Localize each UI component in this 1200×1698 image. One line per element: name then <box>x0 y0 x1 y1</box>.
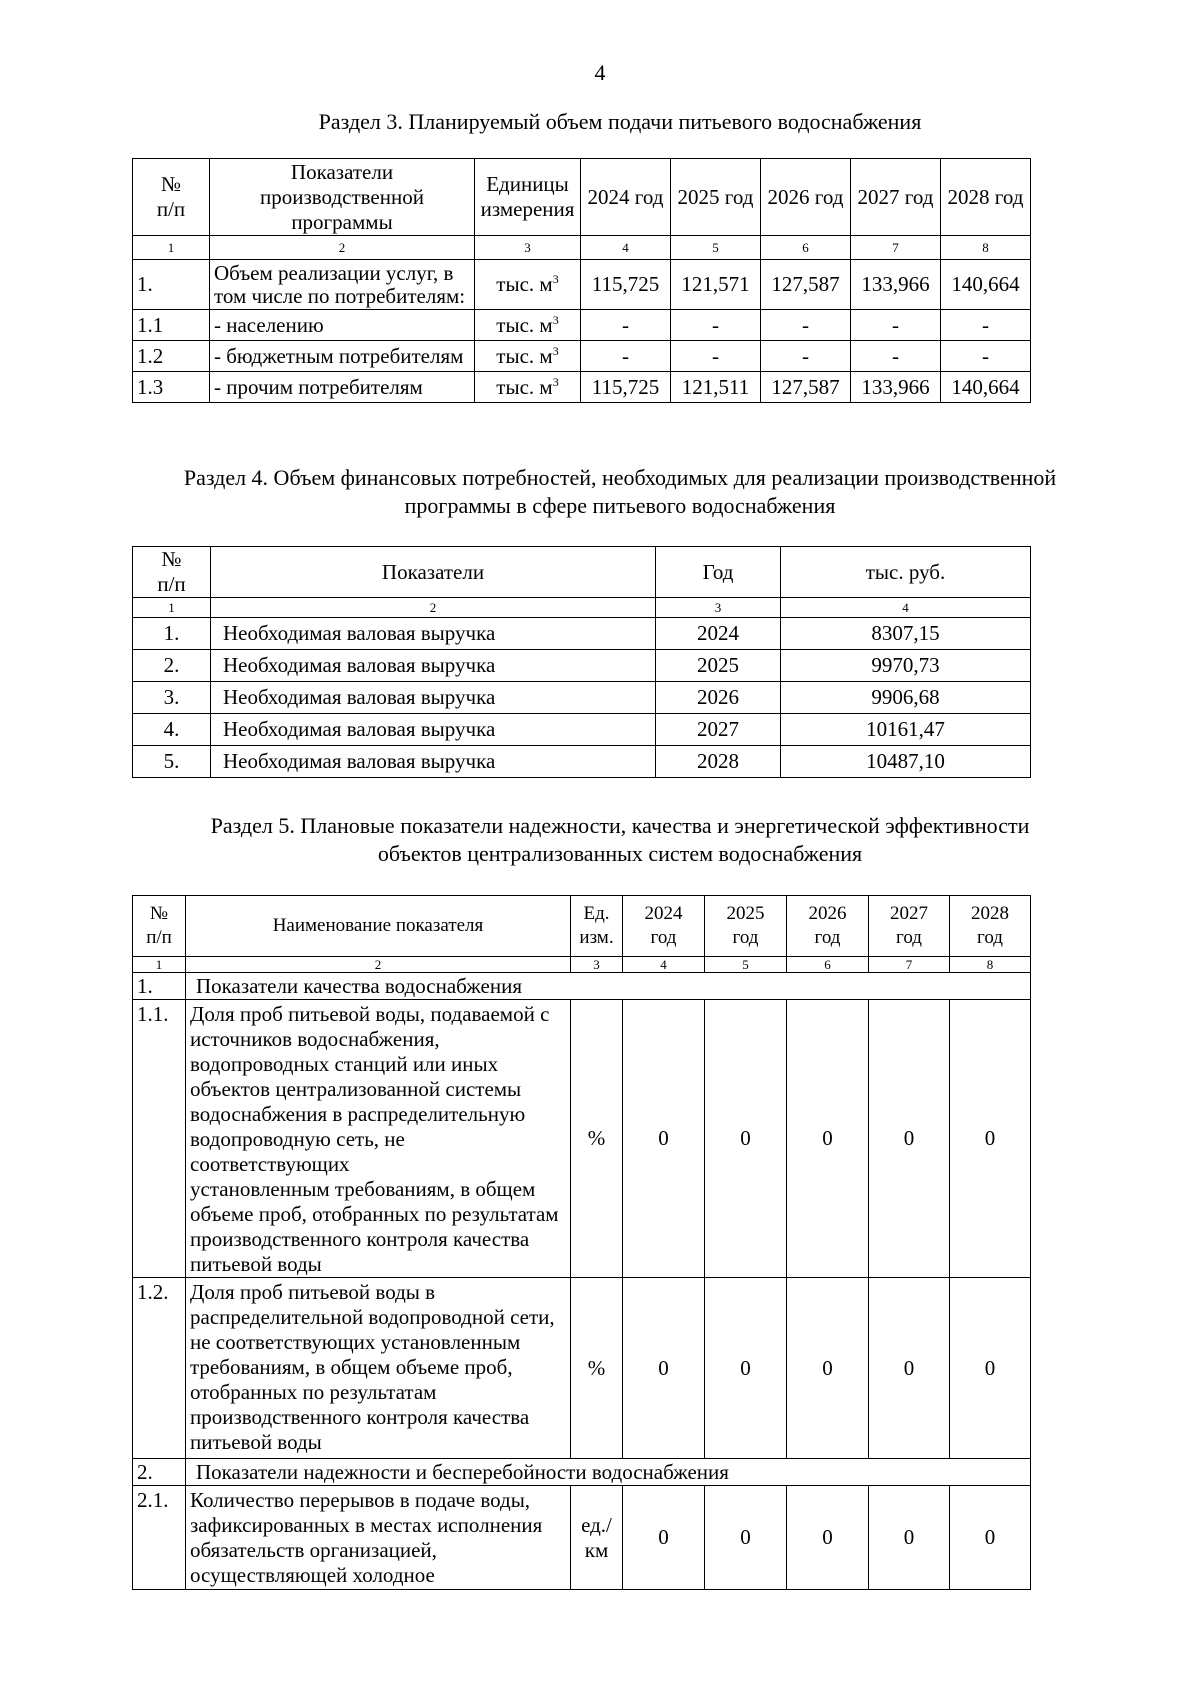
value-cell: 0 <box>623 1486 705 1590</box>
row-number: 1.1 <box>133 310 210 341</box>
table-row <box>133 746 1031 778</box>
row-number: 3. <box>133 682 211 714</box>
column-number: 1 <box>133 598 211 618</box>
column-number: 1 <box>133 236 210 260</box>
value-cell: 133,966 <box>851 372 941 403</box>
section3-title: Раздел 3. Планируемый объем подачи питьевого водоснабжения <box>318 109 922 134</box>
value-cell: 115,725 <box>581 260 671 310</box>
row-number: 1. <box>133 260 210 310</box>
row-name: Количество перерывов в подаче воды, зафиксированных в местах исполнения обязательств организацией, осуществляющей холодное <box>186 1486 571 1590</box>
value-cell: 0 <box>950 1000 1031 1278</box>
value-cell: 10487,10 <box>781 746 1031 778</box>
column-number: 3 <box>475 236 581 260</box>
table-row <box>133 682 1031 714</box>
column-number: 6 <box>787 957 869 973</box>
row-name: - населению <box>210 310 475 341</box>
unit-text: тыс. м <box>496 312 553 337</box>
header-cell: 2025 год <box>705 896 787 957</box>
value-cell: - <box>941 341 1031 372</box>
table-row <box>133 618 1031 650</box>
section5-title-line2: объектов централизованных систем водоснабжения <box>377 841 863 866</box>
value-cell: - <box>761 341 851 372</box>
value-cell: 10161,47 <box>781 714 1031 746</box>
value-cell: 0 <box>705 1486 787 1590</box>
row-number: 5. <box>133 746 211 778</box>
header-cell: № п/п <box>133 159 210 236</box>
header-cell: 2028 год <box>941 159 1031 236</box>
table-header-row <box>133 896 1031 957</box>
table-row <box>133 1000 1031 1278</box>
group-number: 1. <box>133 973 186 1000</box>
row-name: Необходимая валовая выручка <box>211 746 656 778</box>
header-cell: 2026 год <box>761 159 851 236</box>
column-number: 4 <box>781 598 1031 618</box>
header-cell: 2024 год <box>581 159 671 236</box>
section3-table <box>132 158 1031 403</box>
row-number: 1. <box>133 618 211 650</box>
unit-cell <box>475 310 581 341</box>
row-number: 1.2 <box>133 341 210 372</box>
table-row <box>133 650 1031 682</box>
section4-title-line2: программы в сфере питьевого водоснабжения <box>404 493 836 518</box>
row-number: 4. <box>133 714 211 746</box>
row-name: Объем реализации услуг, в том числе по потребителям: <box>210 260 475 310</box>
column-number: 7 <box>851 236 941 260</box>
header-cell: № п/п <box>133 896 186 957</box>
group-title: Показатели качества водоснабжения <box>186 973 1031 1000</box>
header-cell: Наименование показателя <box>186 896 571 957</box>
value-cell: 121,511 <box>671 372 761 403</box>
column-number: 2 <box>211 598 656 618</box>
value-cell: 0 <box>705 1000 787 1278</box>
column-number: 8 <box>941 236 1031 260</box>
column-number-row <box>133 957 1031 973</box>
row-name: Необходимая валовая выручка <box>211 618 656 650</box>
value-cell: 140,664 <box>941 372 1031 403</box>
column-number: 5 <box>671 236 761 260</box>
section4-title-line1: Раздел 4. Объем финансовых потребностей, необходимых для реализации производственной <box>183 465 1057 490</box>
unit-cell: % <box>571 1278 623 1459</box>
header-cell: 2025 год <box>671 159 761 236</box>
column-number: 1 <box>133 957 186 973</box>
unit-sup: 3 <box>552 343 559 358</box>
page-number: 4 <box>594 60 606 85</box>
section5-table <box>132 895 1031 1590</box>
column-number-row <box>133 598 1031 618</box>
unit-cell <box>475 372 581 403</box>
table-header-row <box>133 547 1031 598</box>
table-row <box>133 1486 1031 1590</box>
unit-cell <box>475 260 581 310</box>
year-cell: 2025 <box>656 650 781 682</box>
header-cell: Показатели <box>211 547 656 598</box>
value-cell: 0 <box>950 1278 1031 1459</box>
year-cell: 2027 <box>656 714 781 746</box>
table-row <box>133 372 1031 403</box>
value-cell: 0 <box>705 1278 787 1459</box>
header-cell: 2024 год <box>623 896 705 957</box>
year-cell: 2024 <box>656 618 781 650</box>
unit-cell: % <box>571 1000 623 1278</box>
header-cell: Ед. изм. <box>571 896 623 957</box>
row-name: - бюджетным потребителям <box>210 341 475 372</box>
row-number: 1.1. <box>133 1000 186 1278</box>
column-number: 2 <box>210 236 475 260</box>
column-number-row <box>133 236 1031 260</box>
row-number: 2.1. <box>133 1486 186 1590</box>
column-number: 5 <box>705 957 787 973</box>
unit-sup: 3 <box>552 374 559 389</box>
value-cell: 140,664 <box>941 260 1031 310</box>
value-cell: 121,571 <box>671 260 761 310</box>
unit-text: тыс. м <box>496 343 553 368</box>
column-number: 7 <box>869 957 950 973</box>
year-cell: 2026 <box>656 682 781 714</box>
group-number: 2. <box>133 1459 186 1486</box>
header-cell: 2028 год <box>950 896 1031 957</box>
column-number: 8 <box>950 957 1031 973</box>
header-cell: Год <box>656 547 781 598</box>
group-title: Показатели надежности и бесперебойности водоснабжения <box>186 1459 1031 1486</box>
value-cell: 115,725 <box>581 372 671 403</box>
value-cell: 0 <box>787 1000 869 1278</box>
row-name: - прочим потребителям <box>210 372 475 403</box>
header-cell: 2027 год <box>869 896 950 957</box>
header-cell: Показатели производственной программы <box>210 159 475 236</box>
table-row <box>133 341 1031 372</box>
value-cell: - <box>671 310 761 341</box>
section4-table <box>132 546 1031 778</box>
table-row <box>133 714 1031 746</box>
table-header-row <box>133 159 1031 236</box>
group-row <box>133 1459 1031 1486</box>
unit-cell: ед./ км <box>571 1486 623 1590</box>
value-cell: 8307,15 <box>781 618 1031 650</box>
value-cell: 0 <box>623 1278 705 1459</box>
row-number: 1.2. <box>133 1278 186 1459</box>
value-cell: 9906,68 <box>781 682 1031 714</box>
row-number: 2. <box>133 650 211 682</box>
value-cell: 0 <box>787 1486 869 1590</box>
row-name: Доля проб питьевой воды в распределительной водопроводной сети, не соответствующих установленным требованиям, в общем объеме проб, отобранных по результатам производственного контроля качества питьевой воды <box>186 1278 571 1459</box>
value-cell: 0 <box>869 1000 950 1278</box>
header-cell: 2027 год <box>851 159 941 236</box>
value-cell: 127,587 <box>761 260 851 310</box>
value-cell: 133,966 <box>851 260 941 310</box>
column-number: 6 <box>761 236 851 260</box>
section4-title <box>130 464 1110 520</box>
row-name: Необходимая валовая выручка <box>211 650 656 682</box>
table-row <box>133 310 1031 341</box>
column-number: 3 <box>571 957 623 973</box>
unit-cell <box>475 341 581 372</box>
header-cell: Единицы измерения <box>475 159 581 236</box>
section5-title-line1: Раздел 5. Плановые показатели надежности, качества и энергетической эффективности <box>210 813 1030 838</box>
value-cell: 0 <box>623 1000 705 1278</box>
header-cell: 2026 год <box>787 896 869 957</box>
year-cell: 2028 <box>656 746 781 778</box>
column-number: 4 <box>623 957 705 973</box>
column-number: 4 <box>581 236 671 260</box>
column-number: 2 <box>186 957 571 973</box>
group-row <box>133 973 1031 1000</box>
value-cell: - <box>581 341 671 372</box>
row-name: Необходимая валовая выручка <box>211 682 656 714</box>
table-row <box>133 260 1031 310</box>
unit-text: тыс. м <box>496 272 553 296</box>
value-cell: - <box>851 310 941 341</box>
value-cell: - <box>851 341 941 372</box>
table-row <box>133 1278 1031 1459</box>
value-cell: 0 <box>787 1278 869 1459</box>
unit-sup: 3 <box>552 272 559 286</box>
value-cell: - <box>671 341 761 372</box>
section5-title <box>130 812 1110 868</box>
row-name: Необходимая валовая выручка <box>211 714 656 746</box>
column-number: 3 <box>656 598 781 618</box>
value-cell: - <box>581 310 671 341</box>
unit-sup: 3 <box>552 312 559 327</box>
unit-text: тыс. м <box>496 374 553 399</box>
header-cell: № п/п <box>133 547 211 598</box>
value-cell: 0 <box>869 1278 950 1459</box>
header-cell: тыс. руб. <box>781 547 1031 598</box>
value-cell: 9970,73 <box>781 650 1031 682</box>
value-cell: 127,587 <box>761 372 851 403</box>
value-cell: - <box>941 310 1031 341</box>
value-cell: 0 <box>950 1486 1031 1590</box>
value-cell: 0 <box>869 1486 950 1590</box>
row-name: Доля проб питьевой воды, подаваемой с источников водоснабжения, водопроводных станций или иных объектов централизованной системы водоснабжения в распределительную водопроводную сеть, не соответствующих установленным требованиям, в общем объеме проб, отобранных по результатам производственного контроля качества питьевой воды <box>186 1000 571 1278</box>
value-cell: - <box>761 310 851 341</box>
row-number: 1.3 <box>133 372 210 403</box>
